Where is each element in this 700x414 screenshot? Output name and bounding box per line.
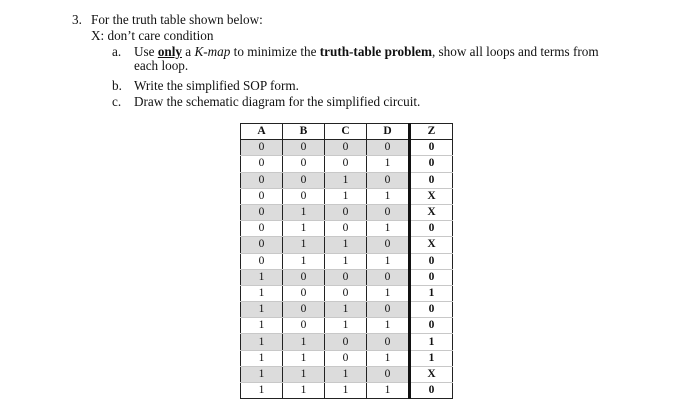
cell-d: 0 bbox=[367, 140, 410, 156]
cell-z: 1 bbox=[410, 334, 453, 350]
table-row bbox=[241, 318, 453, 334]
cell-z: X bbox=[410, 204, 453, 220]
table-row bbox=[241, 366, 453, 382]
header-d: D bbox=[367, 124, 410, 140]
cell-a: 1 bbox=[241, 269, 283, 285]
cell-z: X bbox=[410, 188, 453, 204]
item-b-text: Write the simplified SOP form. bbox=[134, 78, 299, 93]
cell-a: 0 bbox=[241, 140, 283, 156]
item-c-text: Draw the schematic diagram for the simplified circuit. bbox=[134, 94, 421, 109]
cell-b: 1 bbox=[283, 366, 325, 382]
cell-a: 0 bbox=[241, 188, 283, 204]
dont-care-note: X: don’t care condition bbox=[91, 28, 214, 43]
table-row bbox=[241, 188, 453, 204]
cell-c: 1 bbox=[325, 318, 367, 334]
cell-b: 0 bbox=[283, 156, 325, 172]
cell-d: 0 bbox=[367, 334, 410, 350]
cell-b: 0 bbox=[283, 140, 325, 156]
cell-c: 1 bbox=[325, 366, 367, 382]
cell-d: 0 bbox=[367, 269, 410, 285]
table-row bbox=[241, 253, 453, 269]
item-a-part-5: to minimize the bbox=[230, 44, 320, 59]
table-row bbox=[241, 237, 453, 253]
table-row bbox=[241, 204, 453, 220]
cell-d: 0 bbox=[367, 204, 410, 220]
truth-table bbox=[240, 123, 453, 399]
item-a-marker: a. bbox=[112, 44, 122, 59]
item-a-part-3: a bbox=[182, 44, 195, 59]
cell-z: 0 bbox=[410, 269, 453, 285]
cell-a: 0 bbox=[241, 204, 283, 220]
cell-b: 1 bbox=[283, 221, 325, 237]
cell-a: 0 bbox=[241, 253, 283, 269]
cell-c: 0 bbox=[325, 350, 367, 366]
header-z: Z bbox=[410, 124, 453, 140]
cell-b: 0 bbox=[283, 318, 325, 334]
header-b: B bbox=[283, 124, 325, 140]
cell-a: 1 bbox=[241, 302, 283, 318]
cell-a: 1 bbox=[241, 383, 283, 399]
cell-c: 1 bbox=[325, 253, 367, 269]
question-number: 3. bbox=[72, 12, 82, 27]
cell-d: 0 bbox=[367, 366, 410, 382]
cell-a: 1 bbox=[241, 366, 283, 382]
cell-z: 0 bbox=[410, 221, 453, 237]
cell-c: 1 bbox=[325, 188, 367, 204]
cell-d: 1 bbox=[367, 285, 410, 301]
cell-a: 1 bbox=[241, 285, 283, 301]
cell-d: 1 bbox=[367, 156, 410, 172]
cell-a: 0 bbox=[241, 237, 283, 253]
cell-z: 0 bbox=[410, 172, 453, 188]
cell-d: 1 bbox=[367, 253, 410, 269]
cell-c: 1 bbox=[325, 302, 367, 318]
cell-b: 1 bbox=[283, 237, 325, 253]
cell-z: 0 bbox=[410, 302, 453, 318]
cell-b: 0 bbox=[283, 172, 325, 188]
table-row bbox=[241, 269, 453, 285]
cell-d: 0 bbox=[367, 237, 410, 253]
cell-b: 0 bbox=[283, 285, 325, 301]
item-a-continuation: each loop. bbox=[134, 58, 189, 73]
cell-z: X bbox=[410, 366, 453, 382]
cell-b: 1 bbox=[283, 204, 325, 220]
truth-table-body bbox=[241, 140, 453, 399]
cell-z: 0 bbox=[410, 253, 453, 269]
cell-d: 1 bbox=[367, 188, 410, 204]
table-row bbox=[241, 172, 453, 188]
cell-c: 1 bbox=[325, 237, 367, 253]
table-row bbox=[241, 156, 453, 172]
cell-z: 0 bbox=[410, 318, 453, 334]
cell-c: 1 bbox=[325, 383, 367, 399]
cell-c: 0 bbox=[325, 334, 367, 350]
item-a-emphasis-only: only bbox=[157, 44, 182, 59]
cell-d: 0 bbox=[367, 302, 410, 318]
cell-d: 1 bbox=[367, 350, 410, 366]
cell-z: 0 bbox=[410, 140, 453, 156]
item-a-part-1: Use bbox=[134, 44, 158, 59]
cell-d: 0 bbox=[367, 172, 410, 188]
cell-a: 1 bbox=[241, 350, 283, 366]
cell-c: 0 bbox=[325, 204, 367, 220]
item-a-truth-table-problem: truth-table problem bbox=[319, 44, 432, 59]
item-c-marker: c. bbox=[112, 94, 122, 109]
table-row bbox=[241, 302, 453, 318]
header-c: C bbox=[325, 124, 367, 140]
cell-b: 1 bbox=[283, 253, 325, 269]
cell-a: 0 bbox=[241, 221, 283, 237]
cell-z: 0 bbox=[410, 383, 453, 399]
cell-a: 1 bbox=[241, 334, 283, 350]
cell-b: 0 bbox=[283, 188, 325, 204]
table-row bbox=[241, 383, 453, 399]
cell-d: 1 bbox=[367, 221, 410, 237]
cell-z: X bbox=[410, 237, 453, 253]
table-row bbox=[241, 221, 453, 237]
cell-a: 0 bbox=[241, 172, 283, 188]
table-row bbox=[241, 350, 453, 366]
cell-c: 0 bbox=[325, 269, 367, 285]
cell-z: 1 bbox=[410, 285, 453, 301]
item-b-marker: b. bbox=[112, 78, 122, 93]
question-prompt: For the truth table shown below: bbox=[91, 12, 263, 27]
cell-b: 0 bbox=[283, 269, 325, 285]
cell-b: 1 bbox=[283, 350, 325, 366]
truth-table-header-row bbox=[241, 124, 453, 140]
cell-c: 0 bbox=[325, 221, 367, 237]
cell-c: 0 bbox=[325, 285, 367, 301]
item-a-text bbox=[134, 44, 599, 59]
table-row bbox=[241, 285, 453, 301]
cell-d: 1 bbox=[367, 318, 410, 334]
header-a: A bbox=[241, 124, 283, 140]
table-row bbox=[241, 334, 453, 350]
cell-c: 0 bbox=[325, 156, 367, 172]
cell-c: 1 bbox=[325, 172, 367, 188]
cell-a: 1 bbox=[241, 318, 283, 334]
item-a-part-7: , show all loops and terms from bbox=[431, 44, 599, 59]
cell-b: 0 bbox=[283, 302, 325, 318]
cell-z: 0 bbox=[410, 156, 453, 172]
table-row bbox=[241, 140, 453, 156]
cell-c: 0 bbox=[325, 140, 367, 156]
cell-z: 1 bbox=[410, 350, 453, 366]
item-a-kmap: K-map bbox=[194, 44, 231, 59]
cell-b: 1 bbox=[283, 383, 325, 399]
cell-b: 1 bbox=[283, 334, 325, 350]
cell-a: 0 bbox=[241, 156, 283, 172]
cell-d: 1 bbox=[367, 383, 410, 399]
